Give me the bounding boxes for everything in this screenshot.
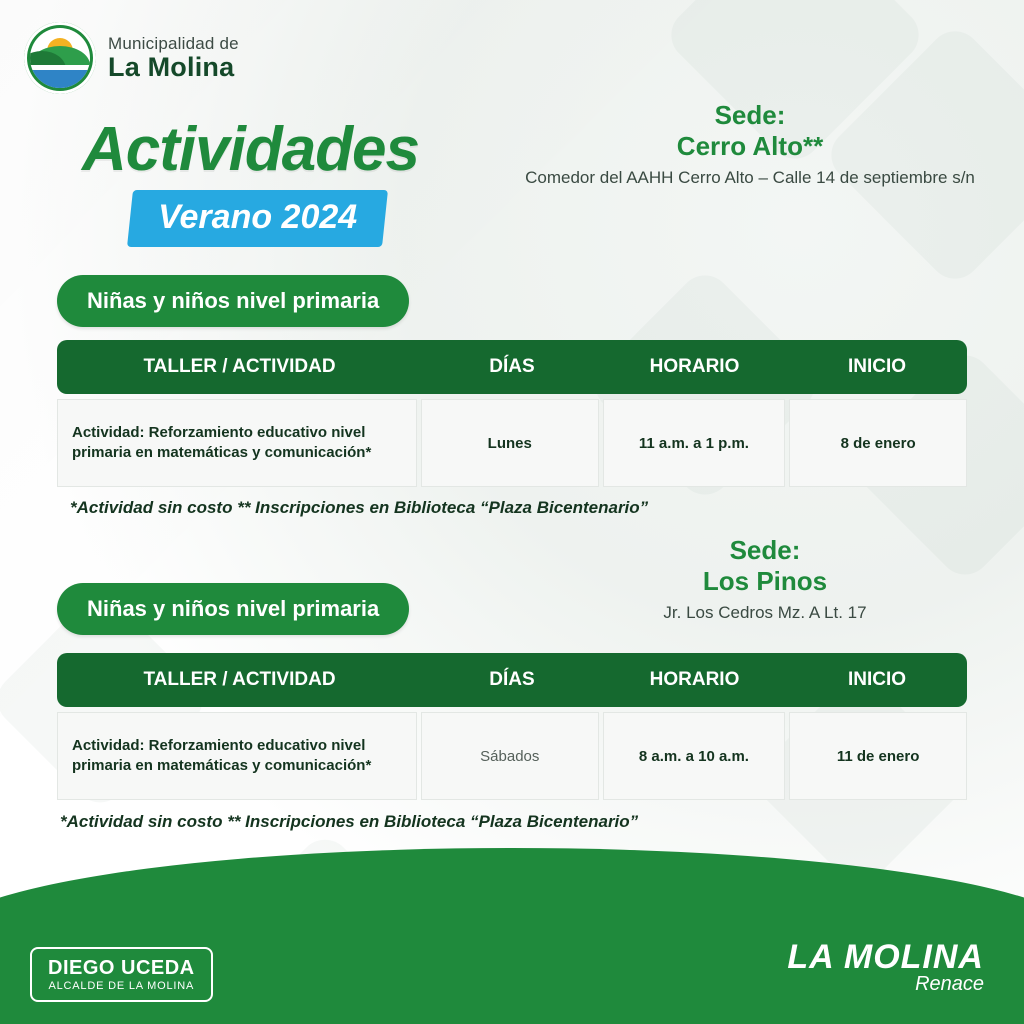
column-header-actividad: TALLER / ACTIVIDAD — [143, 669, 336, 690]
activities-table-1 — [57, 340, 967, 487]
cell-horario: 8 a.m. a 10 a.m. — [603, 712, 786, 800]
column-header-horario: HORARIO — [649, 669, 740, 690]
section-pill-1: Niñas y niños nivel primaria — [57, 275, 409, 327]
column-header-actividad: TALLER / ACTIVIDAD — [143, 356, 336, 377]
municipality-logo — [24, 22, 239, 94]
municipality-line-1: Municipalidad de — [108, 33, 239, 53]
table-row — [57, 399, 967, 487]
table-header-row — [57, 340, 967, 394]
footer-curve — [0, 848, 1024, 938]
brand-logo — [787, 938, 984, 996]
cell-dias: Lunes — [421, 399, 599, 487]
column-header-dias: DÍAS — [489, 356, 535, 377]
cell-horario: 11 a.m. a 1 p.m. — [603, 399, 786, 487]
column-header-dias: DÍAS — [489, 669, 535, 690]
venue-label: Sede: — [729, 535, 801, 565]
cell-inicio: 8 de enero — [789, 399, 967, 487]
venue-name: Los Pinos — [702, 565, 828, 596]
venue-block-1 — [520, 100, 980, 189]
venue-address: Jr. Los Cedros Mz. A Lt. 17 — [663, 603, 867, 623]
cell-dias: Sábados — [421, 712, 599, 800]
page-subtitle-text: Verano 2024 — [158, 198, 358, 236]
mayor-name: DIEGO UCEDA — [48, 957, 195, 979]
brand-line-2: Renace — [915, 973, 984, 995]
column-header-inicio: INICIO — [847, 669, 907, 690]
activities-table-2 — [57, 653, 967, 800]
page-title: Actividades — [82, 115, 420, 184]
section-note-1: *Actividad sin costo ** Inscripciones en Biblioteca “Plaza Bicentenario” — [70, 498, 649, 517]
section-note-2: *Actividad sin costo ** Inscripciones en Biblioteca “Plaza Bicentenario” — [60, 812, 639, 831]
section-pill-2: Niñas y niños nivel primaria — [57, 583, 409, 635]
venue-label: Sede: — [714, 100, 786, 130]
cell-actividad: Actividad: Reforzamiento educativo nivel primaria en matemáticas y comunicación* — [57, 399, 417, 487]
page-subtitle-badge — [127, 190, 388, 247]
column-header-horario: HORARIO — [649, 356, 740, 377]
venue-block-2 — [535, 535, 995, 624]
municipal-crest-icon — [24, 22, 96, 94]
cell-actividad: Actividad: Reforzamiento educativo nivel primaria en matemáticas y comunicación* — [57, 712, 417, 800]
mayor-role: ALCALDE DE LA MOLINA — [48, 980, 195, 992]
venue-address: Comedor del AAHH Cerro Alto – Calle 14 de septiembre s/n — [525, 168, 975, 188]
table-header-row — [57, 653, 967, 707]
mayor-badge — [30, 947, 213, 1002]
table-row — [57, 712, 967, 800]
column-header-inicio: INICIO — [847, 356, 907, 377]
cell-inicio: 11 de enero — [789, 712, 967, 800]
municipality-line-2: La Molina — [108, 51, 235, 82]
venue-name: Cerro Alto** — [676, 130, 824, 161]
brand-line-1: LA MOLINA — [787, 938, 984, 976]
